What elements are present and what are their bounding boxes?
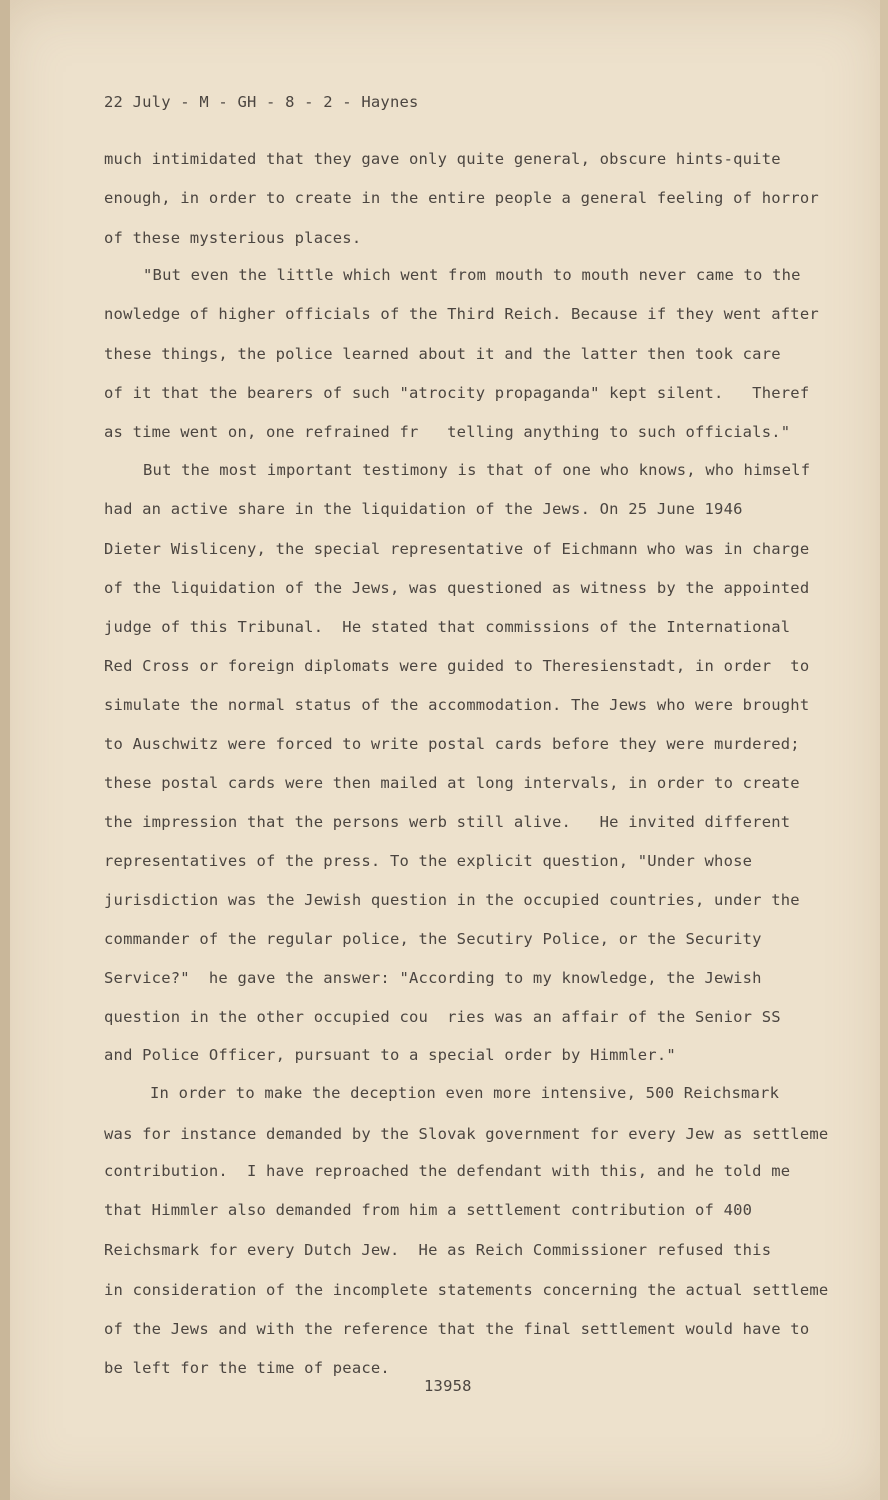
text-line: of the liquidation of the Jews, was questioned as witness by the appointed: [104, 579, 810, 597]
text-line: of the Jews and with the reference that the final settlement would have to: [104, 1320, 810, 1338]
text-line: contribution. I have reproached the defendant with this, and he told me: [104, 1162, 791, 1180]
text-line: these postal cards were then mailed at long intervals, in order to create: [104, 774, 800, 792]
text-line: Service?" he gave the answer: "According to my knowledge, the Jewish: [104, 969, 762, 987]
text-line: Red Cross or foreign diplomats were guided to Theresienstadt, in order to: [104, 657, 810, 675]
text-line: Dieter Wisliceny, the special representative of Eichmann who was in charge: [104, 540, 810, 558]
text-line: the impression that the persons werb still alive. He invited different: [104, 813, 791, 831]
text-line: of these mysterious places.: [104, 229, 362, 247]
text-line: question in the other occupied cou ries was an affair of the Senior SS: [104, 1008, 781, 1026]
page-number: 13958: [424, 1377, 472, 1395]
text-line: be left for the time of peace.: [104, 1359, 390, 1377]
text-line: jurisdiction was the Jewish question in the occupied countries, under the: [104, 891, 800, 909]
text-line: and Police Officer, pursuant to a special order by Himmler.": [104, 1046, 676, 1064]
text-line: representatives of the press. To the explicit question, "Under whose: [104, 852, 753, 870]
text-line: In order to make the deception even more intensive, 500 Reichsmark: [150, 1084, 780, 1102]
text-line: these things, the police learned about it and the latter then took care: [104, 345, 781, 363]
text-line: in consideration of the incomplete statements concerning the actual settleme: [104, 1281, 829, 1299]
text-line: judge of this Tribunal. He stated that commissions of the International: [104, 618, 791, 636]
text-line: had an active share in the liquidation of the Jews. On 25 June 1946: [104, 500, 743, 518]
text-line: was for instance demanded by the Slovak government for every Jew as settleme: [104, 1125, 829, 1143]
page-right-edge: [880, 0, 888, 1500]
text-line: of it that the bearers of such "atrocity propaganda" kept silent. Theref: [104, 384, 810, 402]
text-line: much intimidated that they gave only quite general, obscure hints-quite: [104, 150, 781, 168]
text-line: enough, in order to create in the entire people a general feeling of horror: [104, 189, 819, 207]
page-left-edge: [0, 0, 10, 1500]
text-line: to Auschwitz were forced to write postal cards before they were murdered;: [104, 735, 800, 753]
text-line: that Himmler also demanded from him a settlement contribution of 400: [104, 1201, 753, 1219]
page-header: 22 July - M - GH - 8 - 2 - Haynes: [104, 93, 419, 111]
text-line: commander of the regular police, the Secutiry Police, or the Security: [104, 930, 762, 948]
text-line: nowledge of higher officials of the Third Reich. Because if they went after: [104, 305, 819, 323]
text-line: as time went on, one refrained fr telling anything to such officials.": [104, 423, 791, 441]
text-line: "But even the little which went from mouth to mouth never came to the: [143, 266, 801, 284]
text-line: But the most important testimony is that of one who knows, who himself: [143, 461, 811, 479]
text-line: simulate the normal status of the accommodation. The Jews who were brought: [104, 696, 810, 714]
text-line: Reichsmark for every Dutch Jew. He as Reich Commissioner refused this: [104, 1241, 772, 1259]
